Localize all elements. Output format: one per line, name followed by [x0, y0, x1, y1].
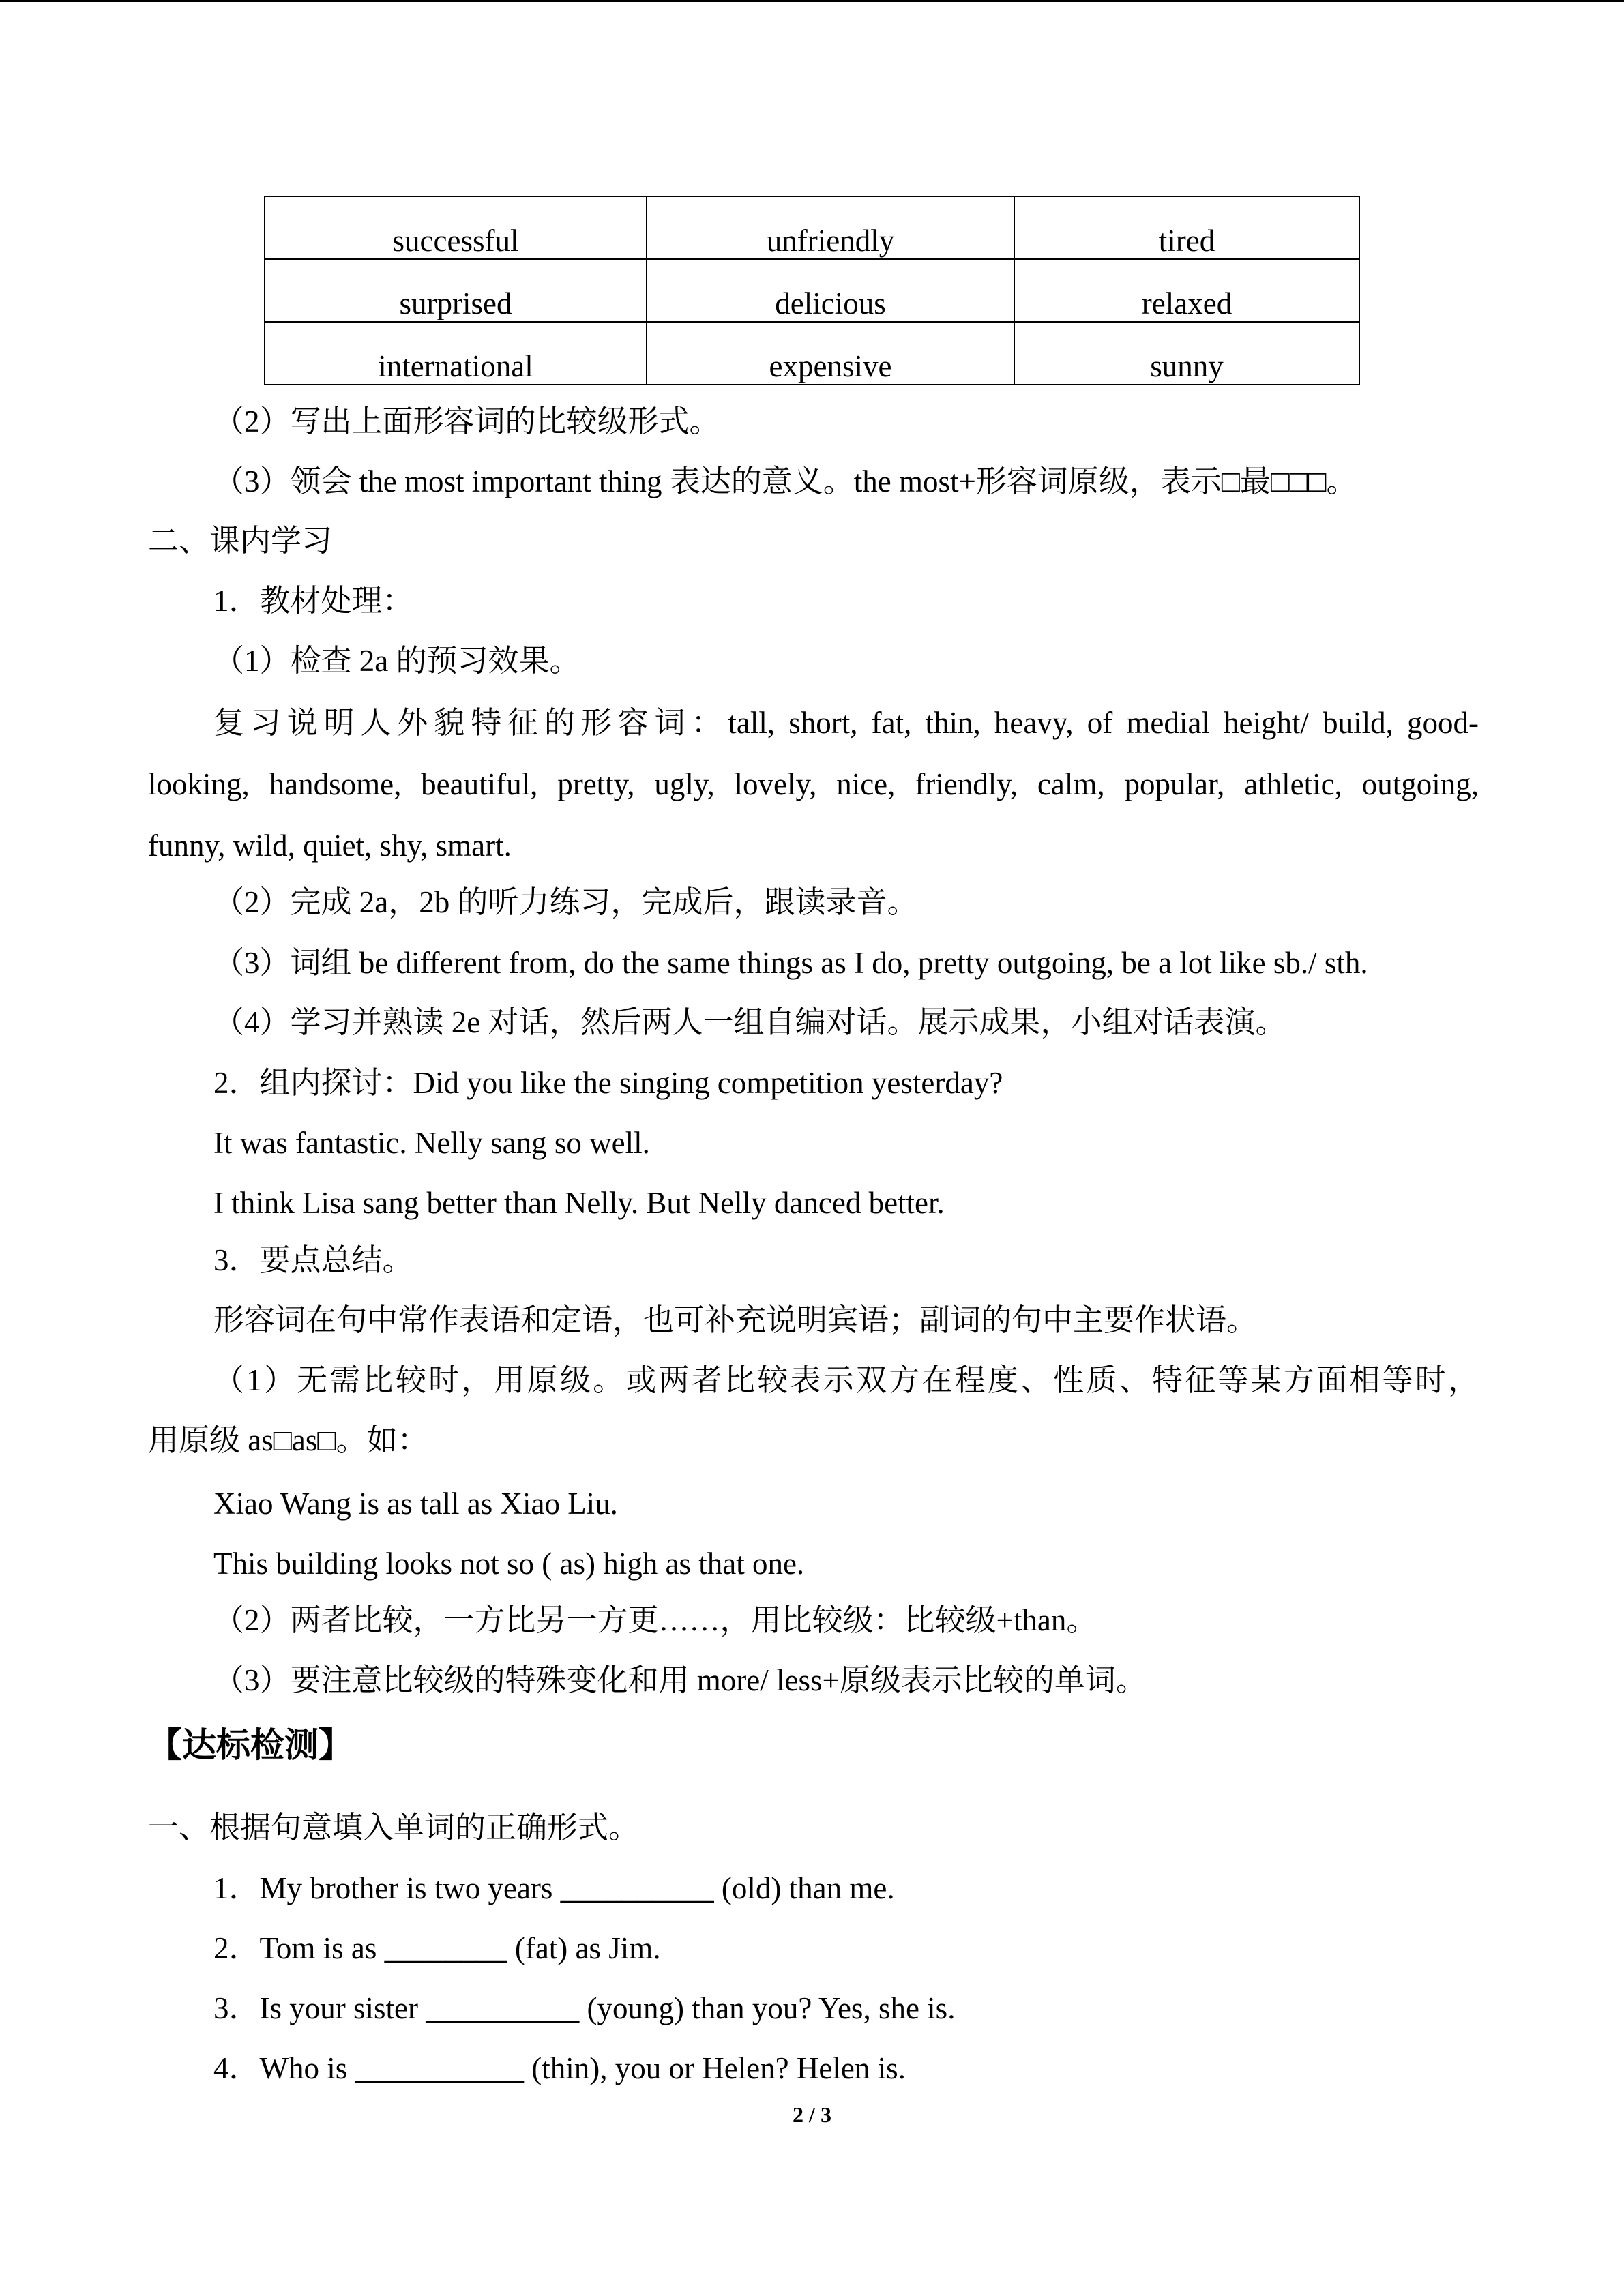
instruction-superlative: （3）领会 the most important thing 表达的意义。the most+形容词原级，表示□最□□□。 [213, 464, 1357, 498]
exercise-question-4: 4．Who is ___________ (thin), you or Helen? Helen is. [213, 2051, 906, 2085]
summary-intro: 形容词在句中常作表语和定语，也可补充说明宾语；副词的句中主要作状语。 [213, 1303, 1258, 1337]
exercise-question-2: 2．Tom is as ________ (fat) as Jim. [213, 1931, 661, 1965]
review-adjectives-line-1: 复习说明人外貌特征的形容词：tall, short, fat, thin, heavy, of medial height/ build, good- [213, 706, 1479, 740]
example-sentence-1: Xiao Wang is as tall as Xiao Liu. [213, 1487, 618, 1521]
step-check-preview: （1）检查 2a 的预习效果。 [213, 644, 580, 678]
exercise-title: 一、根据句意填入单词的正确形式。 [148, 1810, 640, 1845]
group-discussion: 2．组内探讨：Did you like the singing competition yesterday? [213, 1066, 1003, 1100]
rule-comparative: （2）两者比较，一方比另一方更……，用比较级：比较级+than。 [213, 1603, 1097, 1637]
step-listening: （2）完成 2a，2b 的听力练习，完成后，跟读录音。 [213, 885, 918, 919]
review-adjectives-line-2: looking, handsome, beautiful, pretty, ugly, lovely, nice, friendly, calm, popular, athletic, outgoing, [148, 767, 1479, 801]
table-cell: unfriendly [647, 196, 1014, 259]
table-row [265, 196, 1359, 259]
table-cell: expensive [647, 322, 1014, 385]
exercise-question-1: 1．My brother is two years __________ (old) than me. [213, 1871, 895, 1905]
instruction-comparative: （2）写出上面形容词的比较级形式。 [213, 404, 720, 438]
table-cell: international [265, 322, 647, 385]
rule-positive-line-2: 用原级 as□as□。如： [148, 1423, 428, 1457]
table-cell: delicious [647, 259, 1014, 322]
step-textbook: 1．教材处理： [213, 584, 413, 618]
section-heading-assessment: 【达标检测】 [148, 1725, 353, 1765]
example-sentence-2: This building looks not so ( as) high as that one. [213, 1547, 805, 1581]
table-cell: relaxed [1014, 259, 1359, 322]
review-adjectives-line-3: funny, wild, quiet, shy, smart. [148, 829, 512, 863]
section-heading-in-class: 二、课内学习 [148, 524, 333, 558]
table-cell: sunny [1014, 322, 1359, 385]
step-dialogue: （4）学习并熟读 2e 对话，然后两人一组自编对话。展示成果，小组对话表演。 [213, 1005, 1286, 1039]
vocabulary-table [264, 196, 1360, 385]
step-phrases: （3）词组 be different from, do the same things as I do, pretty outgoing, be a lot like sb./ sth. [213, 946, 1368, 980]
summary-heading: 3．要点总结。 [213, 1243, 413, 1277]
page-top-border [0, 0, 1624, 2]
dialogue-line-1: It was fantastic. Nelly sang so well. [213, 1126, 650, 1160]
rule-positive-line-1: （1）无需比较时，用原级。或两者比较表示双方在程度、性质、特征等某方面相等时， [213, 1363, 1479, 1397]
table-row [265, 322, 1359, 385]
table-cell: surprised [265, 259, 647, 322]
table-cell: successful [265, 196, 647, 259]
page-number: 2 / 3 [793, 2102, 831, 2127]
dialogue-line-2: I think Lisa sang better than Nelly. But Nelly danced better. [213, 1186, 945, 1220]
exercise-question-3: 3．Is your sister __________ (young) than you? Yes, she is. [213, 1991, 956, 2025]
table-row [265, 259, 1359, 322]
table-cell: tired [1014, 196, 1359, 259]
rule-special-forms: （3）要注意比较级的特殊变化和用 more/ less+原级表示比较的单词。 [213, 1663, 1147, 1697]
